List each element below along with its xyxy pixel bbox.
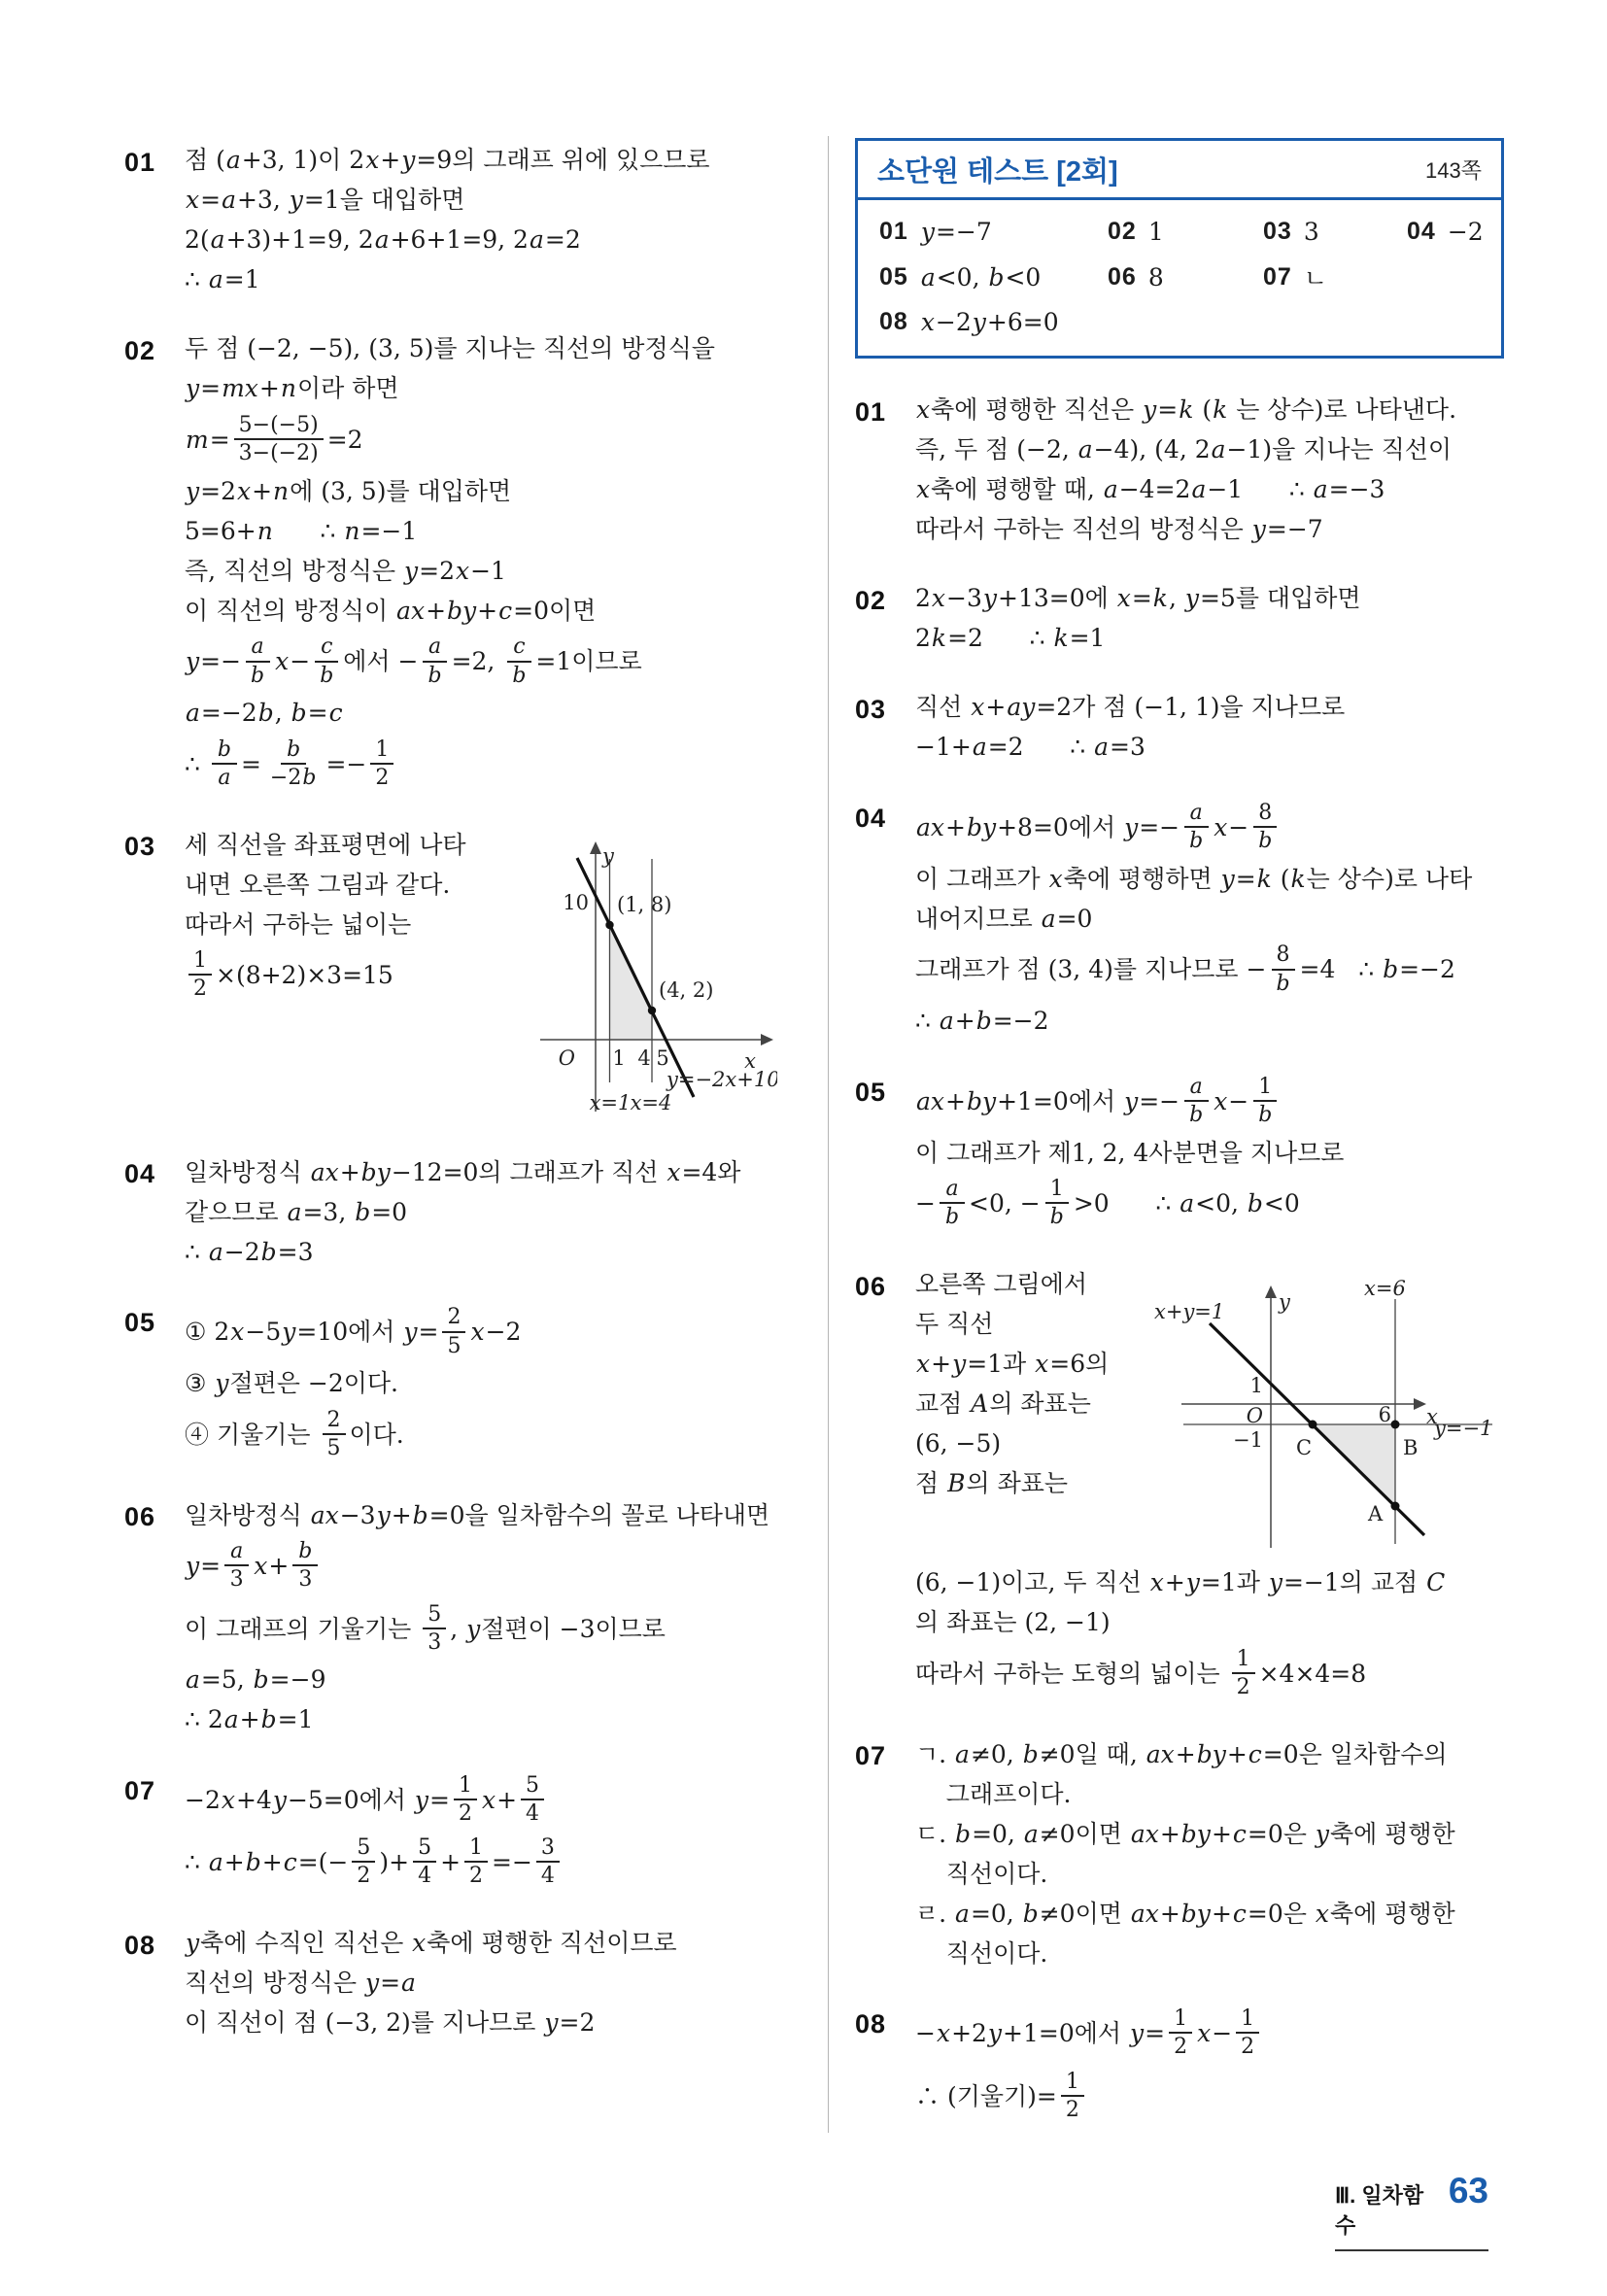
solution-line: ax + by +8=0에서 y =− $\frac{a}{b}$ x − $\frac{8}{b}$: [915, 800, 1504, 855]
problem-solution: [185, 1772, 777, 1898]
solution-line: 두 점 (−2, −5), (3, 5)를 지나는 직선의 방정식을: [185, 334, 715, 363]
fraction: $\frac{1}{2}$: [1169, 2007, 1192, 2059]
problem-number: 04: [855, 804, 887, 833]
footer-chapter: Ⅲ. 일차함수: [1335, 2183, 1424, 2238]
solution-line: a =−2 b , b = c: [186, 699, 343, 728]
solution-line: 직선이다.: [915, 1938, 1048, 1968]
point-label-1-8: (1, 8): [617, 893, 672, 917]
problem-left-07: [124, 1772, 777, 1898]
fraction: $\frac{1}{2}$: [1061, 2071, 1084, 2122]
point-label-A: A: [1368, 1501, 1384, 1525]
problem-solution: [185, 828, 777, 1126]
problem-left-04: [124, 1155, 777, 1275]
figure-side-text: [915, 1268, 1125, 1507]
solution-line: (6, −1)이고, 두 직선 x + y =1과 y =−1의 교점 C: [915, 1568, 1446, 1597]
fraction: $\frac{5}{4}$: [521, 1774, 544, 1826]
answer-grid: [858, 200, 1501, 356]
answer-value: 1: [1147, 218, 1164, 246]
text-with-figure: [915, 1268, 1504, 1566]
solution-line: 내면 오른쪽 그림과 같다.: [185, 870, 451, 899]
problem-left-08: [124, 1927, 777, 2046]
answer-number: 08: [879, 308, 908, 335]
point-label-C: C: [1296, 1435, 1313, 1459]
answer-box-page-ref: 143쪽: [1425, 158, 1482, 183]
problem-solution: [915, 1074, 1504, 1239]
answer-item-07: [1263, 259, 1407, 294]
text-with-figure: [185, 828, 777, 1126]
problem-solution: [185, 144, 777, 303]
problem-number: 01: [855, 397, 887, 427]
column-divider: [828, 136, 829, 2133]
problem-number: 08: [124, 1930, 156, 1960]
problem-right-01: [855, 394, 1504, 553]
answer-value: a<0, b<0: [920, 262, 1042, 291]
fraction: $\frac{5}{2}$: [352, 1836, 375, 1888]
problem-solution: [185, 1927, 777, 2046]
fraction: $\frac{5}{3}$: [423, 1603, 446, 1655]
solution-line: y 축에 수직인 직선은 x 축에 평행한 직선이므로: [186, 1929, 677, 1957]
problem-solution: [185, 332, 777, 799]
fraction: $\frac{8}{b}$: [1252, 802, 1278, 853]
problem-right-04: [855, 800, 1504, 1045]
point-label-4-2: (4, 2): [659, 978, 714, 1003]
solution-line: 점 B 의 좌표는: [915, 1468, 1069, 1497]
answer-value: y=−7: [920, 218, 992, 246]
tick-1: 1: [1249, 1373, 1263, 1397]
answer-number: 06: [1108, 262, 1137, 291]
fraction: $\frac{b}{a}$: [212, 738, 237, 790]
solution-line: 2 k =2 ∴ k =1: [915, 624, 1106, 653]
problem-solution: [915, 691, 1504, 771]
fraction: $\frac{2}{5}$: [323, 1409, 346, 1460]
answer-value: 3: [1303, 218, 1319, 246]
solution-line: − $\frac{a}{b}$ <0, − $\frac{1}{b}$ >0 ∴ a <0, b <0: [915, 1177, 1300, 1230]
problem-number: 07: [855, 1741, 887, 1771]
solution-line: 그래프가 점 (3, 4)를 지나므로 − $\frac{8}{b}$ =4 ∴ b =−2: [915, 942, 1455, 996]
problem-number: 04: [124, 1159, 156, 1189]
solution-line: m = $\frac{5-(-5)}{3-(-2)}$ =2: [186, 413, 363, 466]
solution-line: −2 x +4 y −5=0에서 y = $\frac{1}{2}$ x + $\frac{5}{4}$: [185, 1772, 777, 1828]
problem-number: 01: [124, 148, 156, 177]
solution-line: 내어지므로 a =0: [915, 904, 1093, 933]
fraction: $\frac{c}{b}$: [506, 635, 531, 687]
solution-line: y =− $\frac{a}{b}$ x − $\frac{c}{b}$ 에서 − $\frac{a}{b}$ =2, $\frac{c}{b}$ =1이므로: [186, 634, 642, 688]
tick-6: 6: [1378, 1402, 1391, 1426]
problem-right-05: [855, 1074, 1504, 1239]
solution-line: ∴ a =1: [185, 265, 260, 294]
solution-line: 직선 x + ay =2가 점 (−1, 1)을 지나므로: [915, 693, 1346, 722]
fraction: $\frac{8}{b}$: [1270, 943, 1295, 995]
fraction: $\frac{a}{b}$: [1183, 802, 1209, 853]
y-axis-arrow: [590, 841, 601, 854]
solution-line: 이 직선이 점 (−3, 2)를 지나므로 y =2: [185, 2008, 596, 2037]
fraction: $\frac{1}{2}$: [454, 1774, 477, 1826]
problem-solution: [915, 582, 1504, 662]
solution-line: 2 x −3 y +13=0에 x = k , y =5를 대입하면: [915, 584, 1361, 613]
solution-line: 따라서 구하는 넓이는: [185, 909, 412, 939]
problem-right-08: [855, 2005, 1504, 2131]
shaded-trapezoid: [610, 925, 653, 1040]
fraction: $\frac{1}{b}$: [1252, 1076, 1278, 1127]
problem-left-05: [124, 1304, 777, 1469]
problem-number: 02: [855, 586, 887, 615]
line-label-x-1: x=1: [589, 1091, 632, 1115]
solution-line: x = a +3, y =1을 대입하면: [186, 186, 465, 215]
line-label-y-minus2x-10: y=−2x+10: [667, 1068, 777, 1092]
fraction: $\frac{1}{2}$: [1232, 1648, 1255, 1699]
answer-number: 05: [879, 262, 908, 291]
fraction: $\frac{a}{b}$: [422, 635, 447, 687]
solution-line: − x +2 y +1=0에서 y = $\frac{1}{2}$ x − $\frac{1}{2}$: [915, 2005, 1504, 2061]
fraction: $\frac{1}{2}$: [464, 1836, 488, 1888]
fraction: $\frac{1}{2}$: [370, 738, 393, 790]
solution-line: ④ 기울기는 $\frac{2}{5}$ 이다.: [185, 1407, 404, 1460]
answer-item-06: [1108, 259, 1263, 294]
solution-line: ㄷ. b =0, a ≠0이면 ax + by + c =0은 y 축에 평행한: [915, 1819, 1455, 1848]
problem-solution: [915, 800, 1504, 1045]
solution-line: 일차방정식 ax + by −12=0의 그래프가 직선 x =4와: [185, 1157, 741, 1186]
answer-value: ㄴ: [1303, 264, 1327, 292]
problem-number: 03: [124, 832, 156, 862]
problem-number: 03: [855, 695, 887, 724]
solution-line: 그래프이다.: [915, 1779, 1072, 1808]
answer-item-02: [1108, 218, 1263, 246]
y-axis-arrow: [1265, 1285, 1277, 1298]
fraction: $\frac{3}{4}$: [536, 1836, 560, 1888]
tick-4: 4: [637, 1046, 651, 1071]
solution-line: a =5, b =−9: [186, 1665, 326, 1695]
point-B: [1391, 1420, 1400, 1428]
problem-solution: [185, 1498, 777, 1743]
problem-number: 06: [124, 1502, 156, 1532]
solution-line: 5=6+ n ∴ n =−1: [185, 516, 418, 545]
problem-solution: [915, 1737, 1504, 1976]
solution-line: 따라서 구하는 직선의 방정식은 y =−7: [915, 515, 1323, 544]
point-1-8: [605, 921, 613, 929]
answer-box-title: 소단원 테스트 [2회]: [877, 156, 1118, 188]
solution-line: 직선이다.: [915, 1859, 1048, 1888]
solution-line: x + y =1과 x =6의: [916, 1349, 1110, 1378]
solution-line: 교점 A 의 좌표는: [915, 1388, 1091, 1418]
fraction: b −2 b: [269, 737, 317, 790]
solution-line: 이 그래프가 제1, 2, 4사분면을 지나므로: [915, 1138, 1345, 1167]
tick-minus-1: −1: [1233, 1427, 1263, 1452]
point-4-2: [648, 1007, 656, 1014]
answer-item-03: [1263, 218, 1407, 246]
fraction: $\frac{a}{b}$: [940, 1178, 965, 1229]
fraction: $\frac{a}{b}$: [245, 635, 270, 687]
problem-solution: [185, 1304, 777, 1469]
problem-number: 06: [855, 1271, 887, 1301]
point-label-B: B: [1403, 1435, 1419, 1459]
solution-line: x 축에 평행한 직선은 y = k ( k 는 상수)로 나타낸다.: [916, 395, 1457, 425]
y-axis-label: y: [602, 844, 614, 869]
figure-problem06-graph: [1125, 1268, 1504, 1559]
line-label-y-minus1: y=−1: [1434, 1416, 1493, 1440]
solution-line: 따라서 구하는 도형의 넓이는 $\frac{1}{2}$ ×4×4=8: [915, 1646, 1367, 1699]
x-axis-arrow: [1414, 1398, 1426, 1410]
tick-10: 10: [563, 891, 589, 915]
answer-box-header: [858, 141, 1501, 200]
problem-right-02: [855, 582, 1504, 662]
y-axis-label: y: [1279, 1289, 1290, 1314]
solution-line: 이 그래프의 기울기는 $\frac{5}{3}$ , y 절편이 −3이므로: [185, 1601, 666, 1655]
solution-line: 2( a +3)+1=9, 2 a +6+1=9, 2 a =2: [185, 225, 581, 255]
figure-side-text: [185, 828, 532, 1010]
solution-line: −1+ a =2 ∴ a =3: [915, 733, 1145, 762]
problem-number: 08: [855, 2009, 887, 2039]
fraction: $\frac{5-(-5)}{3-(-2)}$: [234, 414, 324, 465]
problem-left-06: [124, 1498, 777, 1743]
figure-problem03-graph: [532, 828, 777, 1119]
fraction: $\frac{5}{4}$: [413, 1836, 436, 1888]
solution-line: ∴ a + b + c =(− $\frac{5}{2}$ )+ $\frac{5}{4}$ + $\frac{1}{2}$ =− $\frac{3}{4}$: [185, 1834, 777, 1890]
answer-value: −2: [1447, 218, 1484, 246]
solution-line: y =2 x + n 에 (3, 5)를 대입하면: [186, 476, 512, 505]
fraction: $\frac{a}{3}$: [224, 1540, 249, 1592]
solution-line: ∴ 2 a + b =1: [185, 1705, 314, 1734]
solution-line: y = mx + n 이라 하면: [186, 374, 399, 403]
problem-right-07: [855, 1737, 1504, 1976]
solution-line: 세 직선을 좌표평면에 나타: [185, 830, 466, 859]
origin-label: O: [558, 1046, 575, 1071]
solution-line: 직선의 방정식은 y = a: [185, 1969, 416, 1997]
fraction: $\frac{2}{5}$: [442, 1306, 465, 1357]
solution-line: 즉, 직선의 방정식은 y =2 x −1: [185, 556, 506, 585]
line-label-x-6: x=6: [1364, 1276, 1406, 1300]
solution-line: $\frac{1}{2}$ ×(8+2)×3=15: [185, 947, 532, 1003]
solution-line: ∴ (기울기)= $\frac{1}{2}$: [915, 2069, 1504, 2124]
footer-page-number: 63: [1448, 2171, 1488, 2210]
line-label-x-plus-y-1: x+y=1: [1154, 1299, 1225, 1323]
problem-right-03: [855, 691, 1504, 771]
right-column-problems: [855, 394, 1504, 2131]
problem-number: 05: [855, 1077, 887, 1107]
fraction: $\frac{c}{b}$: [314, 635, 339, 687]
solution-line: 일차방정식 ax −3 y + b =0을 일차함수의 꼴로 나타내면: [185, 1500, 770, 1529]
solution-line: 두 직선: [915, 1309, 994, 1338]
solution-line: 이 직선의 방정식이 ax + by + c =0이면: [185, 596, 597, 625]
answer-item-01: [879, 218, 1108, 246]
fraction: $\frac{a}{b}$: [1183, 1076, 1209, 1127]
x-axis-label: x: [1426, 1404, 1438, 1428]
problem-solution: [915, 394, 1504, 553]
problem-left-03: [124, 828, 777, 1126]
answer-value: x−2y+6=0: [920, 308, 1059, 336]
point-C: [1309, 1420, 1317, 1428]
origin-label: O: [1246, 1403, 1263, 1427]
tick-1: 1: [612, 1046, 626, 1071]
problem-left-01: [124, 144, 777, 303]
fraction: $\frac{1}{b}$: [1044, 1178, 1070, 1229]
fraction: $\frac{b}{3}$: [292, 1540, 318, 1592]
problem-number: 02: [124, 336, 156, 365]
solution-line: 의 좌표는 (2, −1): [915, 1608, 1111, 1637]
solution-line: ∴ a + b =−2: [915, 1007, 1049, 1036]
tick-5: 5: [656, 1046, 669, 1071]
answer-number: 01: [879, 218, 908, 245]
solution-line: 점 ( a +3, 1)이 2 x + y =9의 그래프 위에 있으므로: [185, 146, 710, 175]
solution-line: ㄹ. a =0, b ≠0이면 ax + by + c =0은 x 축에 평행한: [915, 1899, 1455, 1928]
solution-line: ax + by +1=0에서 y =− $\frac{a}{b}$ x − $\frac{1}{b}$: [915, 1074, 1504, 1129]
answer-item-04: [1407, 218, 1491, 246]
solution-line: ∴ a −2 b =3: [185, 1237, 314, 1266]
solution-line: 오른쪽 그림에서: [915, 1269, 1087, 1298]
solution-line: y = $\frac{a}{3}$ x + $\frac{b}{3}$: [185, 1538, 777, 1593]
answer-number: 04: [1407, 218, 1436, 245]
problem-right-06: [855, 1268, 1504, 1709]
point-A: [1391, 1501, 1400, 1510]
solution-line: (6, −5): [915, 1428, 1002, 1457]
page-footer: [1335, 2171, 1488, 2251]
answer-item-05: [879, 259, 1108, 294]
problem-solution: [915, 1268, 1504, 1709]
solution-line: ① 2 x −5 y =10에서 y = $\frac{2}{5}$ x −2: [185, 1305, 522, 1358]
x-axis-label: x: [744, 1049, 756, 1074]
answer-number: 02: [1108, 218, 1137, 245]
solution-line: x 축에 평행할 때, a −4=2 a −1 ∴ a =−3: [916, 475, 1385, 504]
answer-number: 03: [1263, 218, 1292, 245]
solution-line: ∴ $\frac{b}{a}$ = b −2 b =− $\frac{1}{2}$: [185, 737, 777, 792]
answer-number: 07: [1263, 262, 1292, 291]
solution-line: ㄱ. a ≠0, b ≠0일 때, ax + by + c =0은 일차함수의: [915, 1739, 1448, 1768]
right-column: [855, 138, 1504, 2160]
problem-number: 05: [124, 1308, 156, 1338]
solution-line: 즉, 두 점 (−2, a −4), (4, 2 a −1)을 지나는 직선이: [915, 435, 1453, 464]
problem-left-02: [124, 332, 777, 799]
figure-slot: [1125, 1268, 1504, 1566]
solution-line: ③ y 절편은 −2이다.: [185, 1369, 398, 1398]
problem-number: 07: [124, 1775, 156, 1805]
fraction: $\frac{1}{2}$: [188, 949, 212, 1001]
x-axis-arrow: [761, 1034, 773, 1045]
answer-value: 8: [1147, 262, 1164, 291]
solution-line: 이 그래프가 x 축에 평행하면 y = k ( k 는 상수)로 나타: [915, 864, 1473, 893]
answer-box: [855, 138, 1504, 359]
left-column: [124, 144, 777, 2075]
line-label-x-4: x=4: [630, 1091, 672, 1115]
problem-solution: [185, 1155, 777, 1275]
problem-solution: [915, 2005, 1504, 2131]
solution-line: 같으므로 a =3, b =0: [185, 1197, 408, 1226]
fraction: $\frac{1}{2}$: [1236, 2007, 1259, 2059]
answer-item-08: [879, 308, 1108, 336]
figure-slot: [532, 828, 777, 1126]
